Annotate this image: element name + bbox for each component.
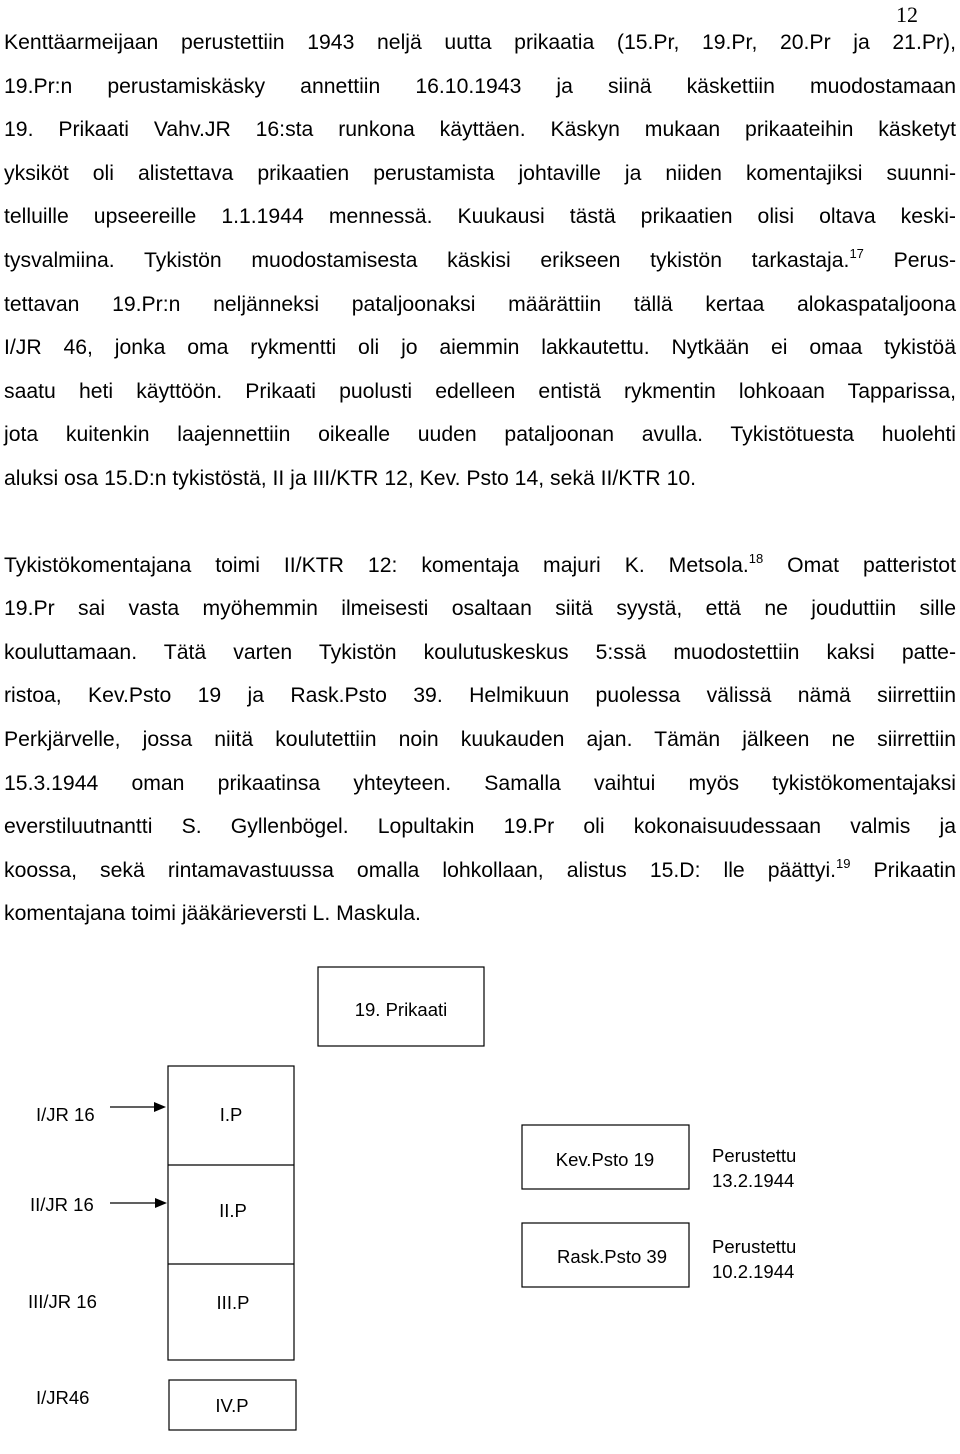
battalion-label: I.P (219, 1104, 243, 1125)
line-text-continuation: Prikaatin (850, 858, 956, 882)
battalion-label: III.P (216, 1292, 250, 1313)
text-line (4, 413, 956, 457)
paragraph-2 (4, 544, 956, 936)
regiment-label: II/JR 16 (30, 1194, 94, 1215)
line-text: komentajana toimi jääkärieversti L. Maskula. (4, 902, 421, 926)
line-text: 15.3.1944 oman prikaatinsa yhteyteen. Samalla vaihtui myös tykistökomentajaksi (4, 771, 956, 795)
text-line (4, 805, 956, 849)
paragraph-1 (4, 21, 956, 501)
paragraph-gap (4, 501, 956, 544)
line-text: jota kuitenkin laajennettiin oikealle uuden pataljoonan avulla. Tykistötuesta huolehti (4, 423, 956, 447)
line-text: 19.Pr:n perustamiskäsky annettiin 16.10.1943 ja siinä käskettiin muodostamaan (4, 74, 956, 98)
founded-date: 10.2.1944 (712, 1261, 795, 1282)
text-line (4, 21, 956, 65)
line-text: everstiluutnantti S. Gyllenbögel. Lopultakin 19.Pr oli kokonaisuudessaan valmis ja (4, 815, 956, 839)
battalion-label: IV.P (215, 1395, 249, 1416)
line-text: yksiköt oli alistettava prikaatien perustamista johtaville ja niiden komentajiksi suunni- (4, 161, 956, 185)
text-line (4, 195, 956, 239)
body-text (4, 21, 956, 936)
line-text: Kenttäarmeijaan perustettiin 1943 neljä uutta prikaatia (15.Pr, 19.Pr, 20.Pr ja 21.Pr), (4, 31, 956, 54)
text-line (4, 108, 956, 152)
text-line (4, 152, 956, 196)
line-text: tysvalmiina. Tykistön muodostamisesta käskisi erikseen tykistön tarkastaja. (4, 248, 850, 272)
line-text: saatu heti käyttöön. Prikaati puolusti edelleen entistä rykmentin lohkoaan Tapparissa, (4, 379, 956, 403)
text-line (4, 674, 956, 718)
footnote-ref: 18 (748, 550, 764, 566)
text-line (4, 631, 956, 675)
founded-label: Perustettu (712, 1236, 797, 1257)
text-line (4, 544, 956, 588)
footnote-ref: 17 (849, 245, 864, 261)
text-line (4, 762, 956, 806)
founded-label: Perustettu (712, 1145, 797, 1166)
arrow-head (154, 1102, 166, 1112)
text-line (4, 718, 956, 762)
line-text: telluille upseereille 1.1.1944 mennessä. Kuukausi tästä prikaatien olisi oltava keski- (4, 205, 956, 229)
line-text-continuation: Perus- (863, 248, 957, 272)
line-text: ristoa, Kev.Psto 19 ja Rask.Psto 39. Helmikuun puolessa välissä nämä siirrettiin (4, 684, 956, 708)
line-text-continuation: Omat patteristot (763, 553, 956, 577)
line-text: koossa, sekä rintamavastuussa omalla lohkollaan, alistus 15.D: lle päättyi. (4, 858, 837, 882)
text-line (4, 892, 956, 936)
regiment-label: I/JR 16 (36, 1104, 95, 1125)
regiment-label: III/JR 16 (28, 1291, 97, 1312)
organization-diagram (0, 960, 960, 1454)
regiment-label: I/JR46 (36, 1387, 90, 1408)
battalion-label: II.P (219, 1200, 247, 1221)
line-text: 19.Pr sai vasta myöhemmin ilmeisesti osaltaan siitä syystä, että ne jouduttiin sille (4, 597, 956, 621)
page-number: 12 (896, 2, 918, 27)
line-text: tettavan 19.Pr:n neljänneksi pataljoonaksi määrättiin tällä kertaa alokaspataljoona (4, 292, 956, 316)
text-line (4, 370, 956, 414)
line-text: 19. Prikaati Vahv.JR 16:sta runkona käyttäen. Käskyn mukaan prikaateihin käsketyt (4, 118, 956, 142)
arrow-head (155, 1198, 167, 1208)
text-line (4, 457, 956, 501)
artillery-label: Rask.Psto 39 (556, 1246, 668, 1267)
text-line (4, 65, 956, 109)
footnote-ref: 19 (836, 855, 851, 871)
founded-date: 13.2.1944 (712, 1170, 795, 1191)
text-line (4, 283, 956, 327)
line-text: Perkjärvelle, jossa niitä koulutettiin noin kuukauden ajan. Tämän jälkeen ne siirrettiin (4, 727, 956, 751)
line-text: aluksi osa 15.D:n tykistöstä, II ja III/KTR 12, Kev. Psto 14, sekä II/KTR 10. (4, 466, 697, 490)
line-text: I/JR 46, jonka oma rykmentti oli jo aiemmin lakkautettu. Nytkään ei omaa tykistöä (4, 336, 956, 360)
text-line (4, 239, 956, 283)
line-text: kouluttamaan. Tätä varten Tykistön koulutuskeskus 5:ssä muodostettiin kaksi patte- (4, 640, 956, 664)
text-line (4, 587, 956, 631)
line-text: Tykistökomentajana toimi II/KTR 12: komentaja majuri K. Metsola. (4, 553, 749, 577)
brigade-title: 19. Prikaati (354, 999, 448, 1020)
text-line (4, 849, 956, 893)
artillery-label: Kev.Psto 19 (555, 1149, 655, 1170)
text-line (4, 326, 956, 370)
